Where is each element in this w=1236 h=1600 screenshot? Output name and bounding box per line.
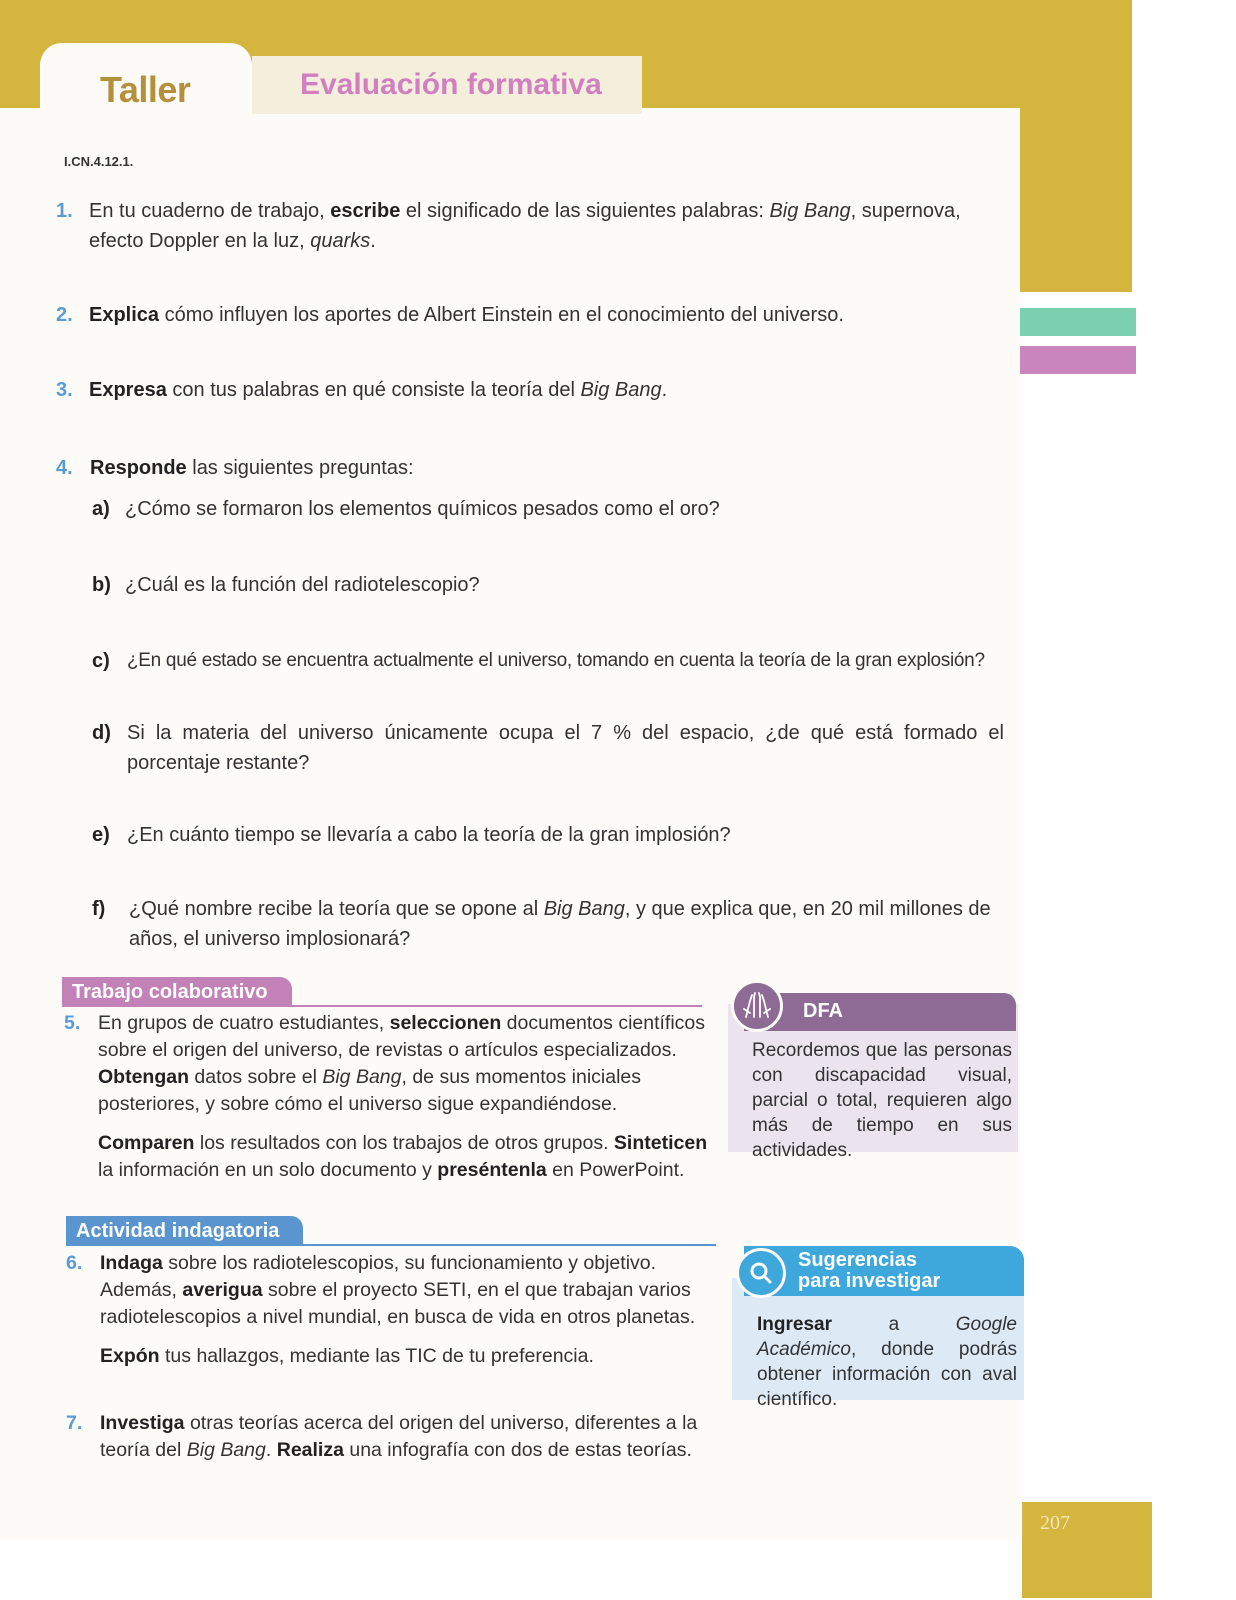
question-text: Responde las siguientes preguntas: <box>90 457 414 479</box>
collaborative-work-label: Trabajo colaborativo <box>62 977 292 1007</box>
subquestion-text: ¿En qué estado se encuentra actualmente el universo, tomando en cuenta la teoría de la gran explosión? <box>127 650 985 671</box>
subquestion-f <box>92 894 1006 954</box>
question-text: Investiga otras teorías acerca del origen del universo, diferentes a la teoría del Big Bang. Realiza una infografía con dos de estas teorías. <box>100 1412 698 1461</box>
taller-title: Taller <box>100 69 191 110</box>
dfa-header <box>744 993 1016 1031</box>
subquestion-letter: d) <box>92 722 111 744</box>
question-number: 7. <box>66 1412 83 1434</box>
question-5 <box>64 1010 714 1184</box>
subquestion-letter: a) <box>92 498 110 520</box>
page-number: 207 <box>1040 1512 1070 1534</box>
question-text: En tu cuaderno de trabajo, escribe el significado de las siguientes palabras: Big Bang, supernova, efecto Doppler en la luz, quarks. <box>89 200 961 252</box>
indicator-code: I.CN.4.12.1. <box>64 154 134 169</box>
hands-sign-icon <box>731 980 783 1032</box>
question-number: 5. <box>64 1012 81 1034</box>
magnifier-icon <box>736 1248 786 1298</box>
dfa-title: DFA <box>803 1000 843 1022</box>
subquestion-d <box>92 718 1004 778</box>
question-number: 6. <box>66 1252 83 1274</box>
subquestion-a <box>92 494 992 524</box>
question-text-2: Comparen los resultados con los trabajos de otros grupos. Sinteticen la información en un solo documento y preséntenla en PowerPoint. <box>98 1132 708 1181</box>
subquestion-e <box>92 820 992 850</box>
question-number: 2. <box>56 304 73 326</box>
question-4 <box>56 453 976 483</box>
banner-rule <box>66 1244 716 1246</box>
question-1 <box>56 196 976 256</box>
side-tab-pink <box>1020 346 1136 374</box>
question-number: 3. <box>56 379 73 401</box>
subquestion-c <box>92 646 1002 676</box>
dfa-text: Recordemos que las personas con discapacidad visual, parcial o total, requieren algo más de tiempo en sus actividades. <box>752 1040 1012 1161</box>
suggestions-title: Sugerencias para investigar <box>798 1249 941 1292</box>
question-3 <box>56 375 976 405</box>
question-text: Expresa con tus palabras en qué consiste la teoría del Big Bang. <box>89 379 668 401</box>
side-tab-teal <box>1020 308 1136 336</box>
inquiry-activity-label: Actividad indagatoria <box>66 1216 303 1246</box>
subquestion-text: ¿En cuánto tiempo se llevaría a cabo la teoría de la gran implosión? <box>127 824 731 846</box>
subquestion-text: ¿Cómo se formaron los elementos químicos pesados como el oro? <box>125 498 720 520</box>
subquestion-letter: f) <box>92 898 106 920</box>
question-text-2: Expón tus hallazgos, mediante las TIC de tu preferencia. <box>100 1345 594 1367</box>
collaborative-work-banner <box>62 977 702 1007</box>
subquestion-text: Si la materia del universo únicamente ocupa el 7 % del espacio, ¿de qué está formado el porcentaje restante? <box>127 722 1004 774</box>
subquestion-letter: b) <box>92 574 111 596</box>
inquiry-activity-banner <box>66 1216 716 1246</box>
subquestion-text: ¿Cuál es la función del radiotelescopio? <box>125 574 480 596</box>
question-6 <box>66 1250 716 1370</box>
question-2 <box>56 300 976 330</box>
evaluation-title: Evaluación formativa <box>300 68 602 101</box>
question-text: Indaga sobre los radiotelescopios, su funcionamiento y objetivo. Además, averigua sobre el proyecto SETI, en el que trabajan varios radiotelescopios a nivel mundial, en busca de vida en otros planetas. <box>100 1252 696 1328</box>
subquestion-b <box>92 570 992 600</box>
subquestion-text: ¿Qué nombre recibe la teoría que se opone al Big Bang, y que explica que, en 20 mil millones de años, el universo implosionará? <box>129 898 991 950</box>
subquestion-letter: e) <box>92 824 110 846</box>
question-text: En grupos de cuatro estudiantes, seleccionen documentos científicos sobre el origen del universo, de revistas o artículos especializados. Obtengan datos sobre el Big Bang, de sus momentos iniciales posteriores, y sobre cómo el universo sigue expandiéndose. <box>98 1012 706 1115</box>
question-text: Explica cómo influyen los aportes de Albert Einstein en el conocimiento del universo. <box>89 304 844 326</box>
question-number: 4. <box>56 457 73 479</box>
banner-rule <box>62 1005 702 1007</box>
subquestion-letter: c) <box>92 650 110 672</box>
question-number: 1. <box>56 200 73 222</box>
question-7 <box>66 1410 716 1464</box>
suggestions-text: Ingresar a Google Académico, donde podrás obtener información con aval científico. <box>757 1314 1017 1410</box>
